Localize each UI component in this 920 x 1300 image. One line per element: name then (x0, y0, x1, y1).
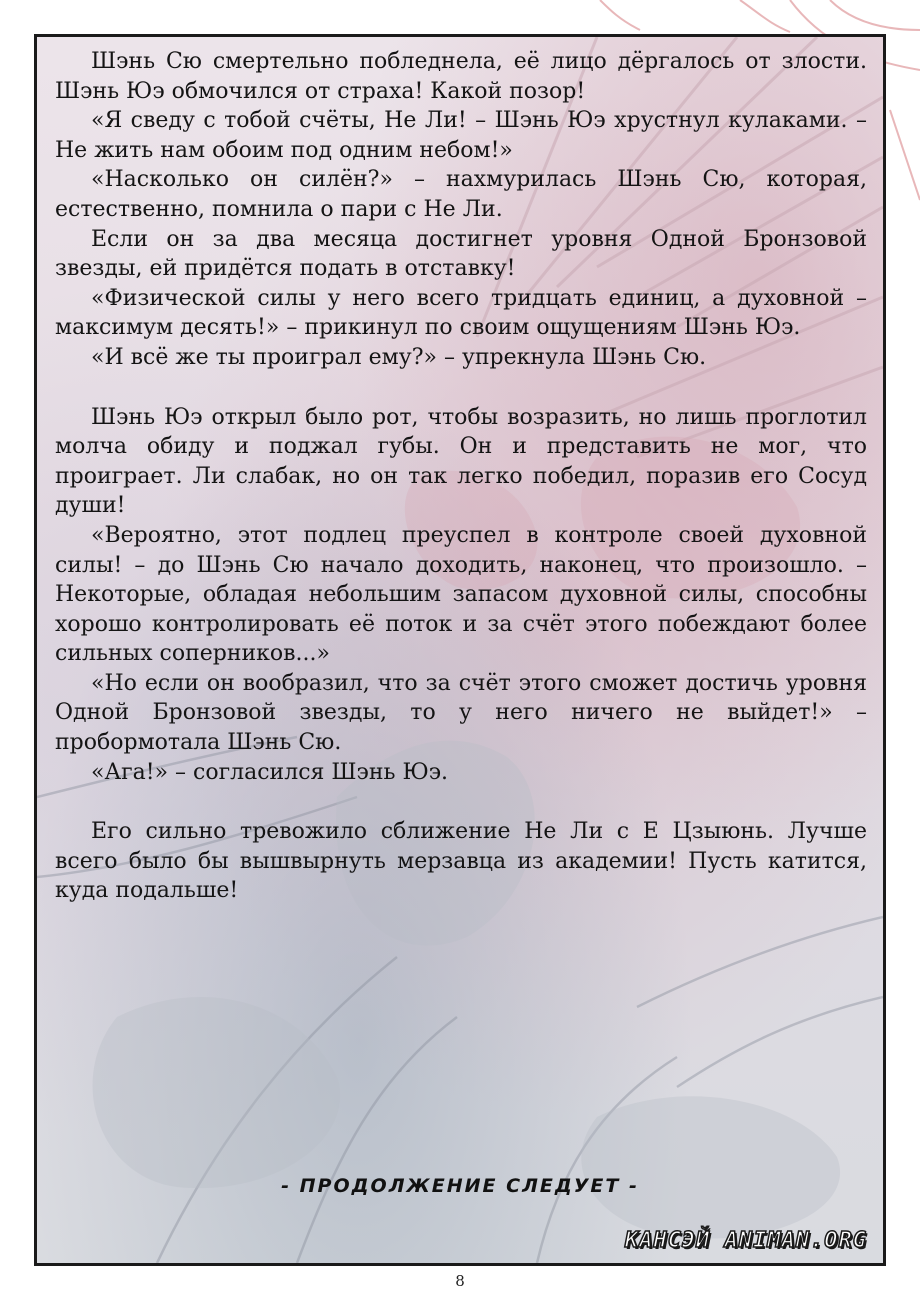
paragraph: «Насколько он силён?» – нахмурилась Шэнь Сю, которая, естественно, помнила о пари с Не Ли. (55, 167, 867, 222)
paragraph-gap (55, 373, 867, 403)
credit-watermark: КАНСЭЙ ANIMAN.ORG (624, 1228, 867, 1253)
paragraph: Его сильно тревожило сближение Не Ли с Е Цзыюнь. Лучше всего было бы вышвырнуть мерзавца из академии! Пусть катится, куда подальше! (55, 819, 867, 904)
paragraph: «Вероятно, этот подлец преуспел в контроле своей духовной силы! – до Шэнь Сю начало доходить, наконец, что произошло. – Некоторые, обладая небольшим запасом духовной силы, способны хорошо контролировать её поток и за счёт этого побеждают более сильных соперников...» (55, 522, 867, 667)
to-be-continued-label: - ПРОДОЛЖЕНИЕ СЛЕДУЕТ - (281, 1175, 639, 1197)
paragraph: «И всё же ты проиграл ему?» – упрекнула Шэнь Сю. (91, 344, 707, 370)
paragraph: «Физической силы у него всего тридцать единиц, а духовной – максимум десять!» – прикинул по своим ощущениям Шэнь Юэ. (55, 285, 867, 341)
paragraph-gap (55, 787, 867, 817)
story-text (55, 47, 867, 906)
paragraph: Шэнь Сю смертельно побледнела, её лицо дёргалось от злости. Шэнь Юэ обмочился от страха! Какой позор! (55, 49, 867, 104)
paragraph: «Но если он вообразил, что за счёт этого сможет достичь уровня Одной Бронзовой звезды, то у него ничего не выйдет!» – пробормотала Шэнь Сю. (55, 670, 867, 756)
paragraph: Шэнь Юэ открыл было рот, чтобы возразить, но лишь проглотил молча обиду и поджал губы. Он и представить не мог, что проиграет. Ли слабак, но он так легко победил, поразив его Сосуд души! (55, 404, 867, 519)
page-frame (34, 34, 886, 1266)
paragraph: Если он за два месяца достигнет уровня Одной Бронзовой звезды, ей придётся подать в отставку! (55, 226, 867, 282)
paragraph: «Я сведу с тобой счёты, Не Ли! – Шэнь Юэ хрустнул кулаками. – Не жить нам обоим под одним небом!» (55, 108, 867, 163)
paragraph: «Ага!» – согласился Шэнь Юэ. (91, 759, 449, 785)
page-number: 8 (455, 1272, 465, 1290)
